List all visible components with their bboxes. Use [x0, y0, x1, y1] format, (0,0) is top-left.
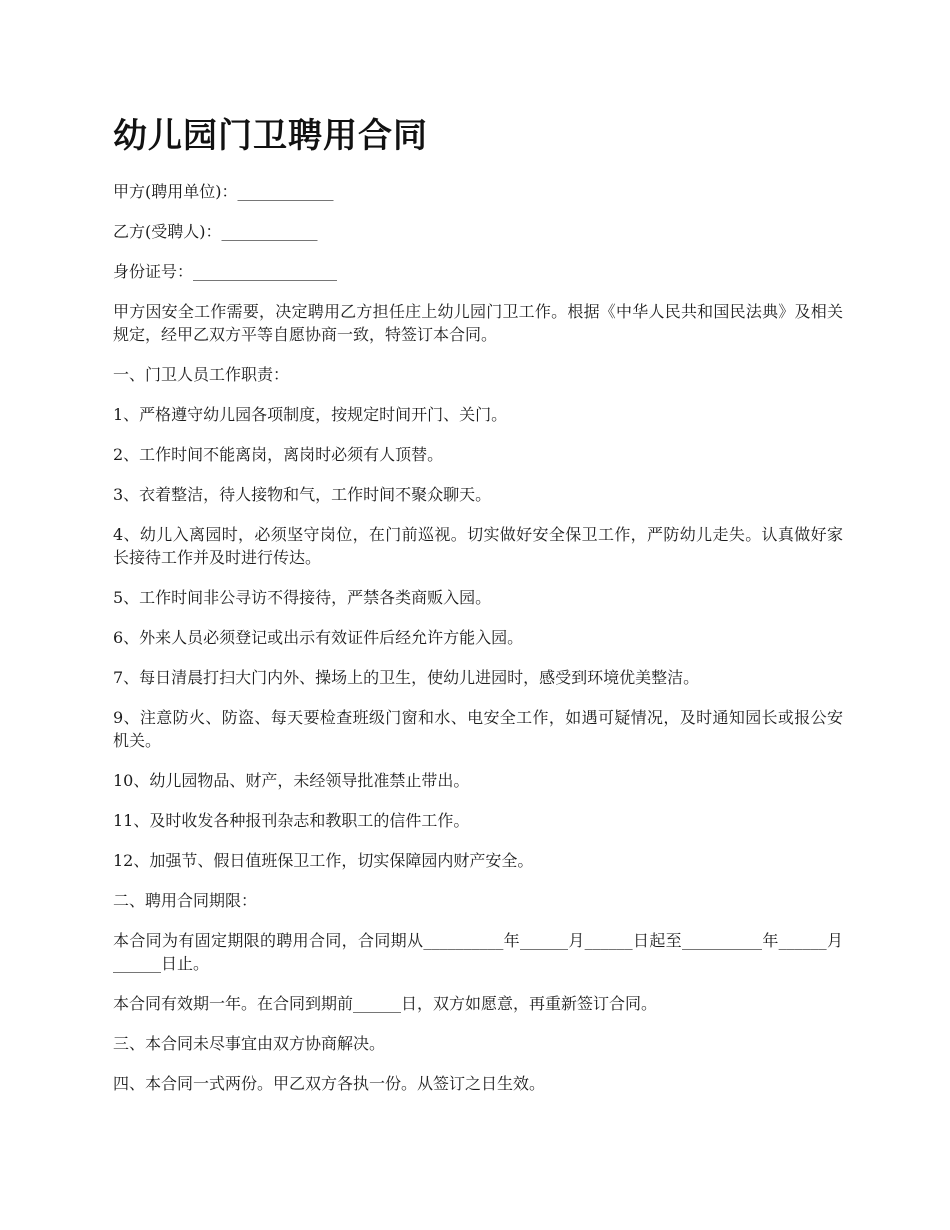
id-number-line: 身份证号：__________________ [113, 262, 338, 281]
section-heading-duties: 一、门卫人员工作职责： [113, 365, 290, 384]
term-period-paragraph: 本合同为有固定期限的聘用合同，合同期从__________年______月______日起至__________年______月______日止。 [113, 931, 843, 973]
duty-item: 12、加强节、假日值班保卫工作，切实保障园内财产安全。 [113, 851, 534, 870]
duty-item: 4、幼儿入离园时，必须坚守岗位，在门前巡视。切实做好安全保卫工作，严防幼儿走失。认真做好家长接待工作并及时进行传达。 [113, 525, 843, 567]
duty-item: 7、每日清晨打扫大门内外、操场上的卫生，使幼儿进园时，感受到环境优美整洁。 [113, 668, 700, 687]
duty-item: 1、严格遵守幼儿园各项制度，按规定时间开门、关门。 [113, 405, 508, 424]
duty-item: 9、注意防火、防盗、每天要检查班级门窗和水、电安全工作，如遇可疑情况，及时通知园长或报公安机关。 [113, 708, 843, 750]
duty-item: 5、工作时间非公寻访不得接待，严禁各类商贩入园。 [113, 588, 492, 607]
party-a-line: 甲方(聘用单位)：____________ [113, 182, 334, 201]
document-body [113, 180, 843, 1112]
duty-item: 10、幼儿园物品、财产，未经领导批准禁止带出。 [113, 771, 470, 790]
document-title: 幼儿园门卫聘用合同 [113, 116, 428, 156]
section-heading-term: 二、聘用合同期限： [113, 891, 258, 910]
section-clause-three: 三、本合同未尽事宜由双方协商解决。 [113, 1034, 386, 1053]
duty-item: 11、及时收发各种报刊杂志和教职工的信件工作。 [113, 811, 470, 830]
section-clause-four: 四、本合同一式两份。甲乙双方各执一份。从签订之日生效。 [113, 1074, 546, 1093]
duty-item: 3、衣着整洁，待人接物和气，工作时间不聚众聊天。 [113, 485, 492, 504]
duty-item: 2、工作时间不能离岗，离岗时必须有人顶替。 [113, 445, 444, 464]
preamble-paragraph: 甲方因安全工作需要，决定聘用乙方担任庄上幼儿园门卫工作。根据《中华人民共和国民法典》及相关规定，经甲乙双方平等自愿协商一致，特签订本合同。 [113, 302, 843, 344]
duty-item: 6、外来人员必须登记或出示有效证件后经允许方能入园。 [113, 628, 524, 647]
term-validity-paragraph: 本合同有效期一年。在合同到期前______日，双方如愿意，再重新签订合同。 [113, 994, 658, 1013]
party-b-line: 乙方(受聘人)：____________ [113, 222, 318, 241]
